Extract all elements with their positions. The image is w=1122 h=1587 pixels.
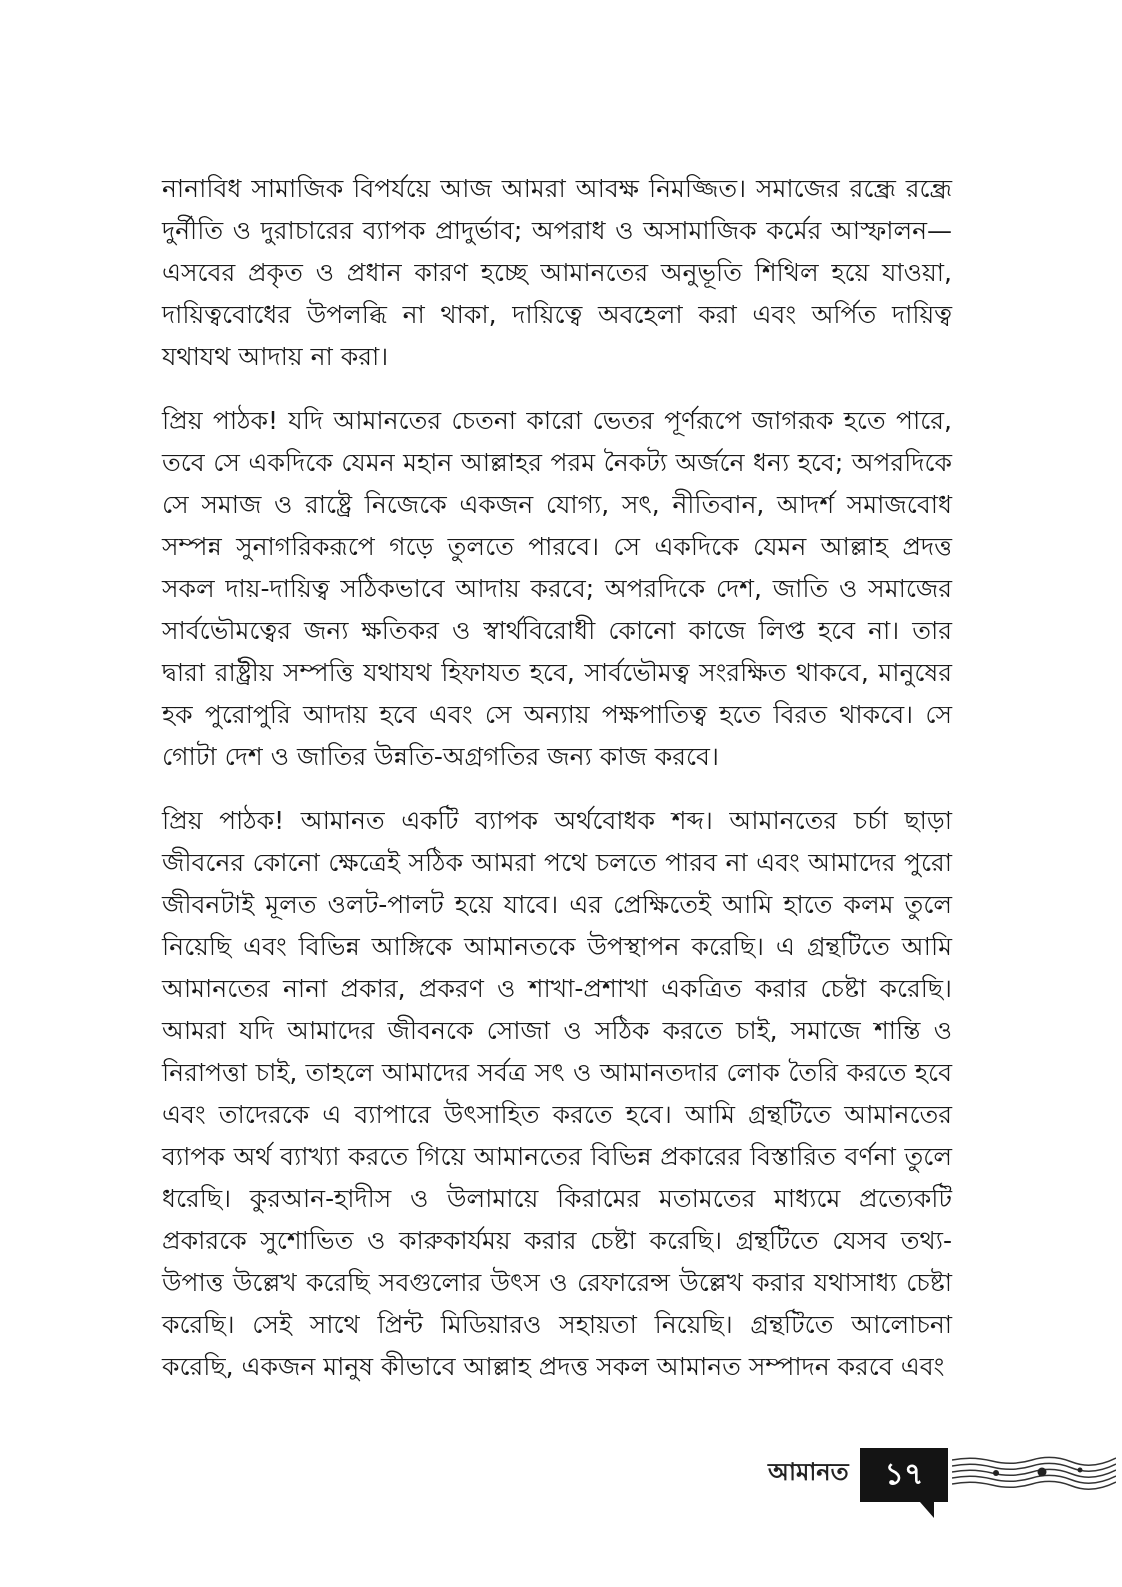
running-title: আমানত <box>768 1458 849 1486</box>
paragraph-2: প্রিয় পাঠক! যদি আমানতের চেতনা কারো ভেতর পূর্ণরূপে জাগরূক হতে পারে, তবে সে একদিকে যেমন মহান আল্লাহর পরম নৈকট্য অর্জনে ধন্য হবে; অপরদিকে সে সমাজ ও রাষ্ট্রে নিজেকে একজন যোগ্য, সৎ, নীতিবান, আদর্শ সমাজবোধ সম্পন্ন সুনাগরিকরূপে গড়ে তুলতে পারবে। সে একদিকে যেমন আল্লাহ প্রদত্ত সকল দায়-দায়িত্ব সঠিকভাবে আদায় করবে; অপরদিকে দেশ, জাতি ও সমাজের সার্বভৌমত্বের জন্য ক্ষতিকর ও স্বার্থবিরোধী কোনো কাজে লিপ্ত হবে না। তার দ্বারা রাষ্ট্রীয় সম্পত্তি যথাযথ হিফাযত হবে, সার্বভৌমত্ব সংরক্ষিত থাকবে, মানুষের হক পুরোপুরি আদায় হবে এবং সে অন্যায় পক্ষপাতিত্ব হতে বিরত থাকবে। সে গোটা দেশ ও জাতির উন্নতি-অগ্রগতির জন্য কাজ করবে। <box>162 406 952 771</box>
paragraph-3: প্রিয় পাঠক! আমানত একটি ব্যাপক অর্থবোধক শব্দ। আমানতের চর্চা ছাড়া জীবনের কোনো ক্ষেত্রেই সঠিক আমরা পথে চলতে পারব না এবং আমাদের পুরো জীবনটাই মূলত ওলট-পালট হয়ে যাবে। এর প্রেক্ষিতেই আমি হাতে কলম তুলে নিয়েছি এবং বিভিন্ন আঙ্গিকে আমানতকে উপস্থাপন করেছি। এ গ্রন্থটিতে আমি আমানতের নানা প্রকার, প্রকরণ ও শাখা-প্রশাখা একত্রিত করার চেষ্টা করেছি। আমরা যদি আমাদের জীবনকে সোজা ও সঠিক করতে চাই, সমাজে শান্তি ও নিরাপত্তা চাই, তাহলে আমাদের সর্বত্র সৎ ও আমানতদার লোক তৈরি করতে হবে এবং তাদেরকে এ ব্যাপারে উৎসাহিত করতে হবে। আমি গ্রন্থটিতে আমানতের ব্যাপক অর্থ ব্যাখ্যা করতে গিয়ে আমানতের বিভিন্ন প্রকারের বিস্তারিত বর্ণনা তুলে ধরেছি। কুরআন-হাদীস ও উলামায়ে কিরামের মতামতের মাধ্যমে প্রত্যেকটি প্রকারকে সুশোভিত ও কারুকার্যময় করার চেষ্টা করেছি। গ্রন্থটিতে যেসব তথ্য-উপাত্ত উল্লেখ করেছি সবগুলোর উৎস ও রেফারেন্স উল্লেখ করার যথাসাধ্য চেষ্টা করেছি। সেই সাথে প্রিন্ট মিডিয়ারও সহায়তা নিয়েছি। গ্রন্থটিতে আলোচনা করেছি, একজন মানুষ কীভাবে আল্লাহ প্রদত্ত সকল আমানত সম্পাদন করবে এবং <box>162 806 952 1381</box>
wave-lines-icon <box>952 1452 1116 1492</box>
page-body <box>162 168 952 1410</box>
paragraph-1: নানাবিধ সামাজিক বিপর্যয়ে আজ আমরা আবক্ষ নিমজ্জিত। সমাজের রন্ধ্রে রন্ধ্রে দুর্নীতি ও দুরাচারের ব্যাপক প্রাদুর্ভাব; অপরাধ ও অসামাজিক কর্মের আস্ফালন—এসবের প্রকৃত ও প্রধান কারণ হচ্ছে আমানতের অনুভূতি শিথিল হয়ে যাওয়া, দায়িত্ববোধের উপলব্ধি না থাকা, দায়িত্বে অবহেলা করা এবং অর্পিত দায়িত্ব যথাযথ আদায় না করা। <box>162 174 952 371</box>
page-number-tab <box>860 1448 948 1502</box>
page-footer <box>760 1448 1122 1508</box>
page-number: ১৭ <box>884 1456 924 1492</box>
page-tab-notch <box>920 1502 934 1518</box>
